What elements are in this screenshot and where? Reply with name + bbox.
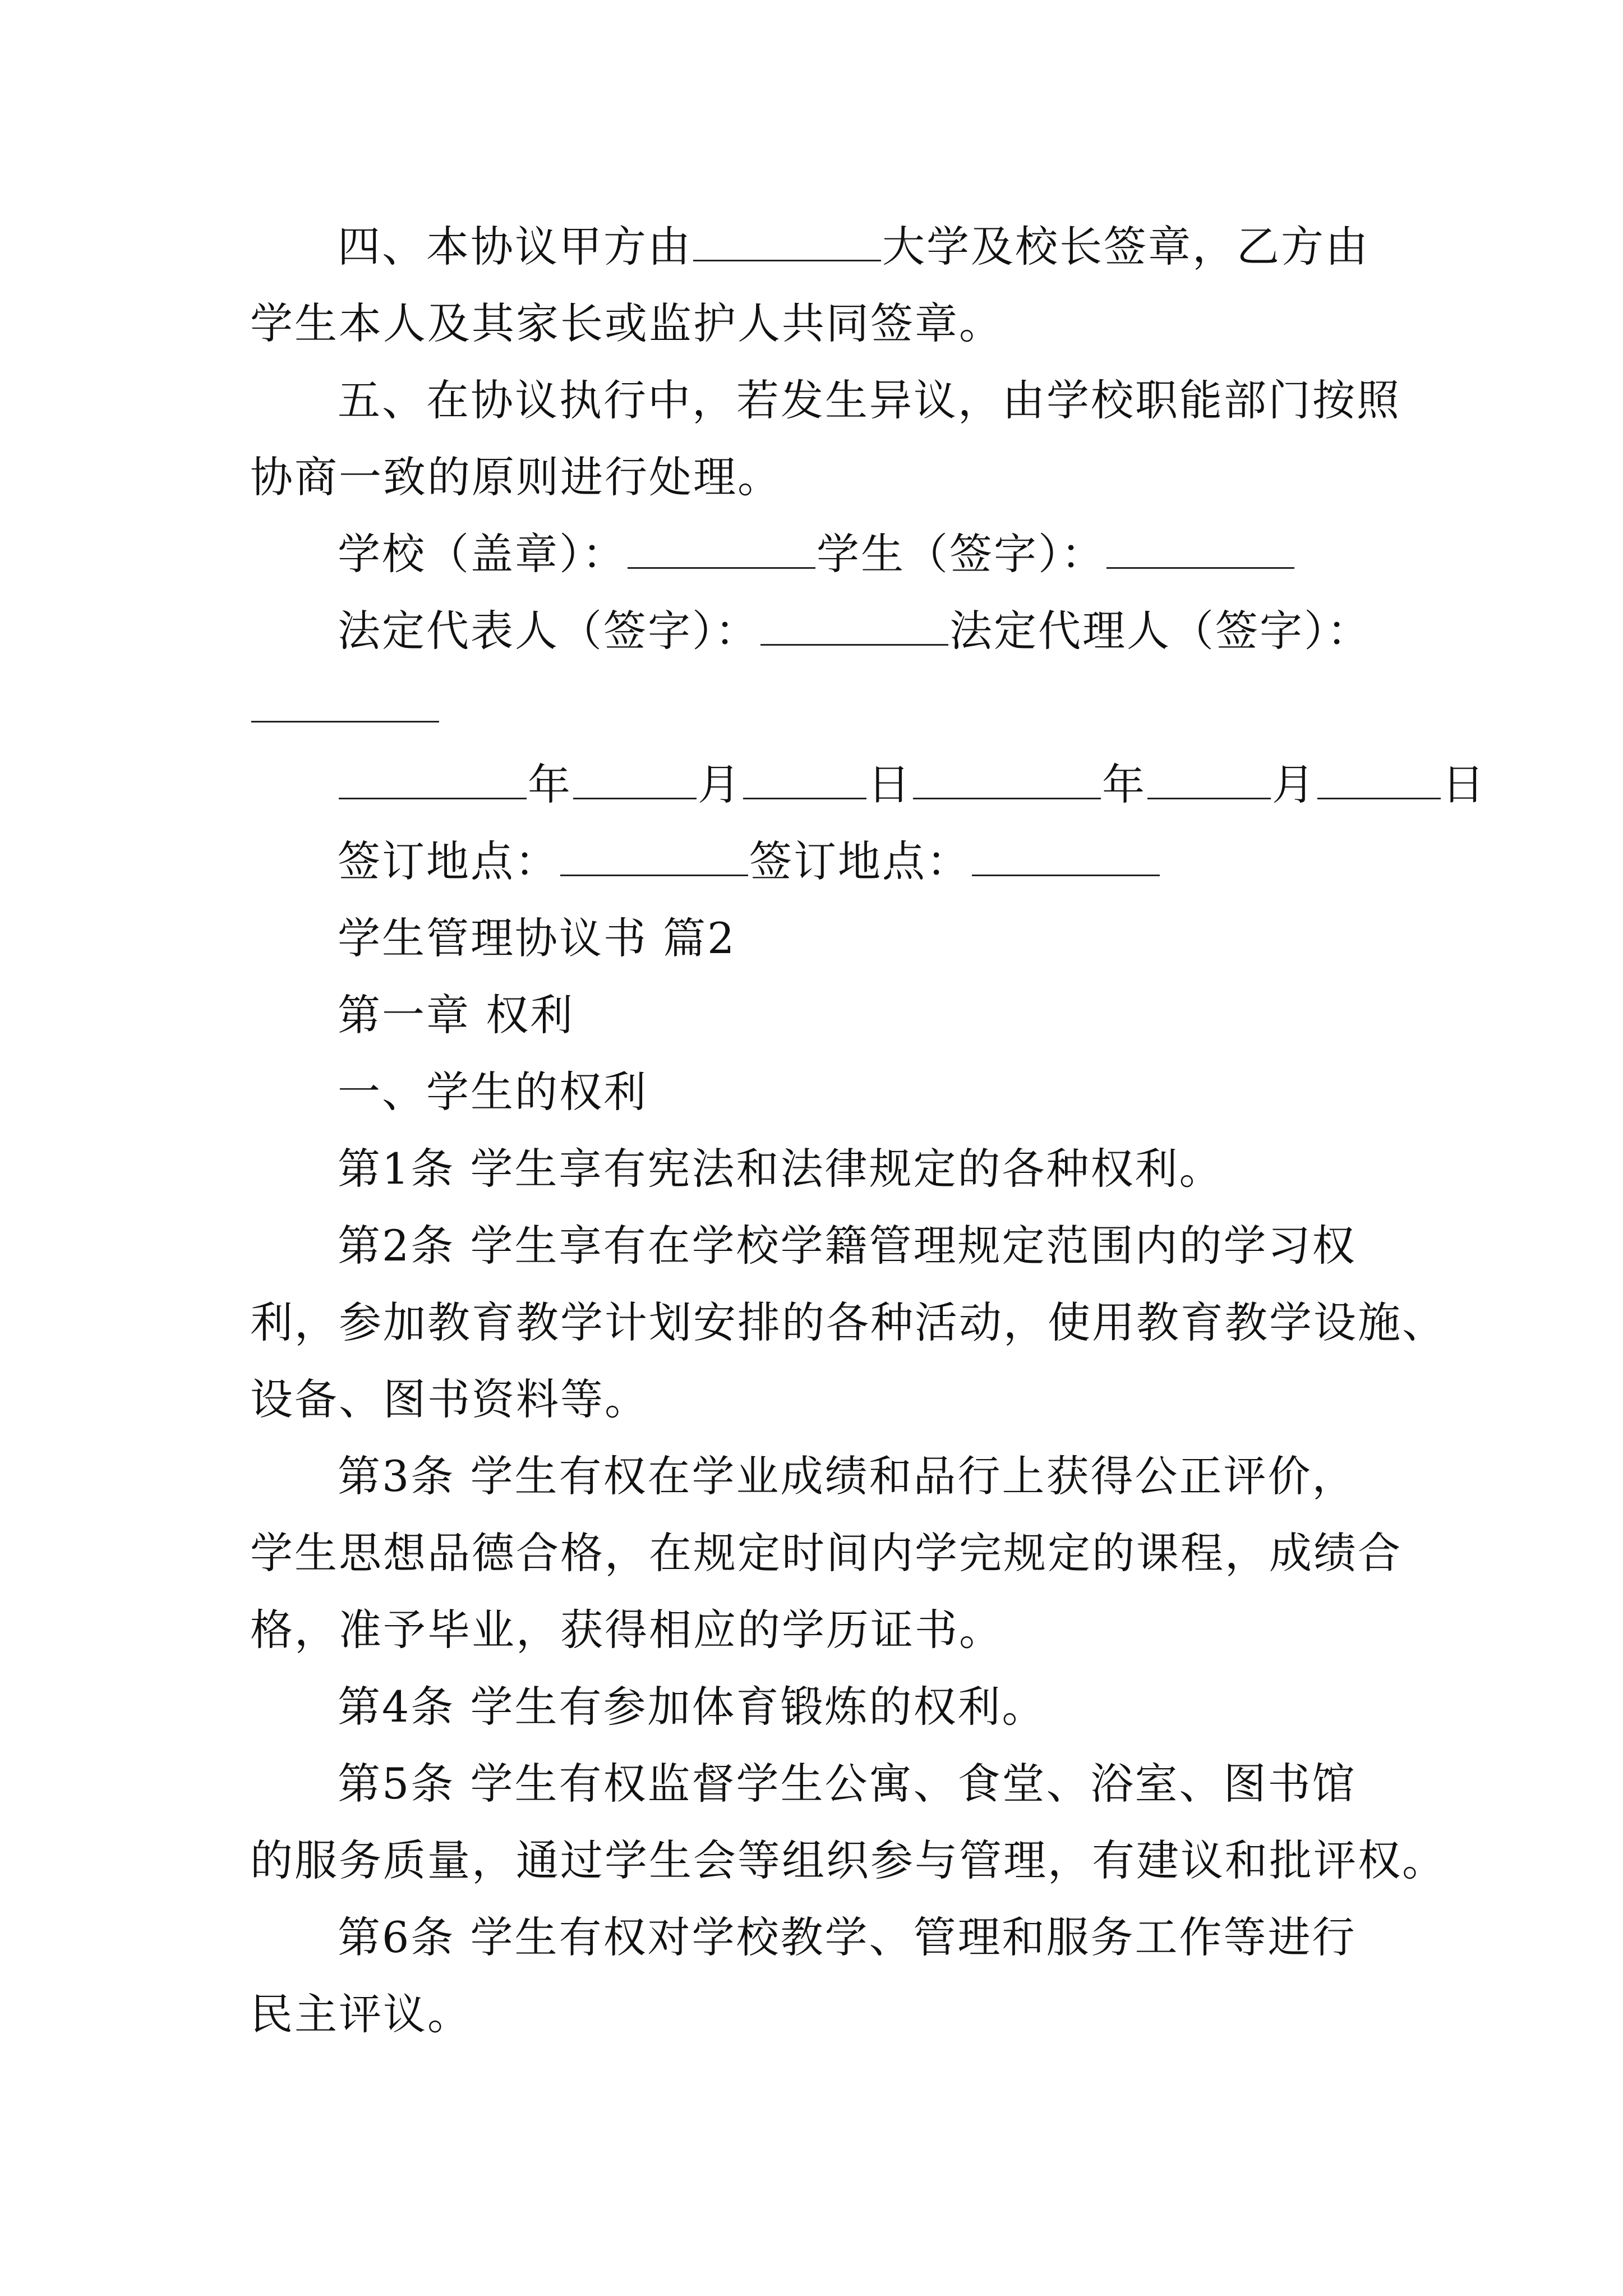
legal-representative-label: 法定代表人（签字）： [338, 606, 759, 656]
school-year-label: 年 [528, 760, 572, 809]
legal-agent-blank-row [0, 669, 1623, 747]
article-3-line-3: 格，准予毕业，获得相应的学历证书。 [250, 1605, 1003, 1655]
signing-place-row [0, 822, 1623, 901]
school-month-blank [573, 770, 697, 799]
clause-four-text-a: 四、本协议甲方由 [338, 222, 692, 272]
article-2-line-2: 利，参加教育教学计划安排的各种活动，使用教育教学设施、 [250, 1297, 1446, 1347]
article-2-line-3: 设备、图书资料等。 [250, 1374, 649, 1424]
clause-five-line-2: 协商一致的原则进行处理。 [250, 452, 782, 502]
article-3-line-1: 第3条 学生有权在学业成绩和品行上获得公正评价， [338, 1451, 1357, 1501]
section-title: 学生管理协议书 篇2 [338, 913, 736, 963]
school-seal-label: 学校（盖章）： [338, 529, 626, 579]
article-1: 第1条 学生享有宪法和法律规定的各种权利。 [338, 1144, 1224, 1194]
article-6-line-1: 第6条 学生有权对学校教学、管理和服务工作等进行 [338, 1912, 1357, 1962]
student-month-blank [1147, 770, 1271, 799]
clause-four-line-2: 学生本人及其家长或监护人共同签章。 [250, 298, 1003, 348]
article-5-line-2: 的服务质量，通过学生会等组织参与管理，有建议和批评权。 [250, 1835, 1446, 1885]
legal-representative-blank [760, 616, 948, 646]
student-year-blank [913, 770, 1101, 799]
student-place-label: 签订地点： [749, 836, 971, 886]
university-name-blank [693, 232, 881, 261]
student-place-blank [972, 846, 1160, 876]
school-place-blank [560, 846, 748, 876]
legal-agent-label: 法定代理人（签字）： [949, 606, 1371, 656]
clause-four-text-b: 大学及校长签章，乙方由 [882, 222, 1370, 272]
clause-five-line-1: 五、在协议执行中，若发生异议，由学校职能部门按照 [338, 375, 1401, 425]
article-2-line-1: 第2条 学生享有在学校学籍管理规定范围内的学习权 [338, 1221, 1357, 1271]
student-year-label: 年 [1102, 760, 1146, 809]
chapter-title: 第一章 权利 [338, 990, 575, 1040]
school-place-label: 签订地点： [338, 836, 559, 886]
subsection-title: 一、学生的权利 [338, 1067, 648, 1117]
student-day-label: 日 [1442, 760, 1486, 809]
school-day-blank [743, 770, 866, 799]
school-year-blank [339, 770, 527, 799]
student-signature-label: 学生（签字）： [817, 529, 1105, 579]
signature-row-school-student [0, 515, 1623, 593]
article-4: 第4条 学生有参加体育锻炼的权利。 [338, 1682, 1046, 1732]
article-3-line-2: 学生思想品德合格，在规定时间内学完规定的课程，成绩合 [250, 1528, 1402, 1578]
clause-four-line-1 [0, 208, 1623, 286]
school-day-label: 日 [868, 760, 912, 809]
student-month-label: 月 [1272, 760, 1316, 809]
school-seal-blank [628, 539, 815, 569]
date-row [0, 746, 1623, 824]
school-month-label: 月 [698, 760, 742, 809]
article-6-line-2: 民主评议。 [250, 1989, 472, 2039]
article-5-line-1: 第5条 学生有权监督学生公寓、食堂、浴室、图书馆 [338, 1759, 1357, 1809]
legal-agent-blank [251, 693, 439, 723]
student-signature-blank [1106, 539, 1294, 569]
signature-row-representatives [0, 592, 1623, 670]
student-day-blank [1317, 770, 1441, 799]
